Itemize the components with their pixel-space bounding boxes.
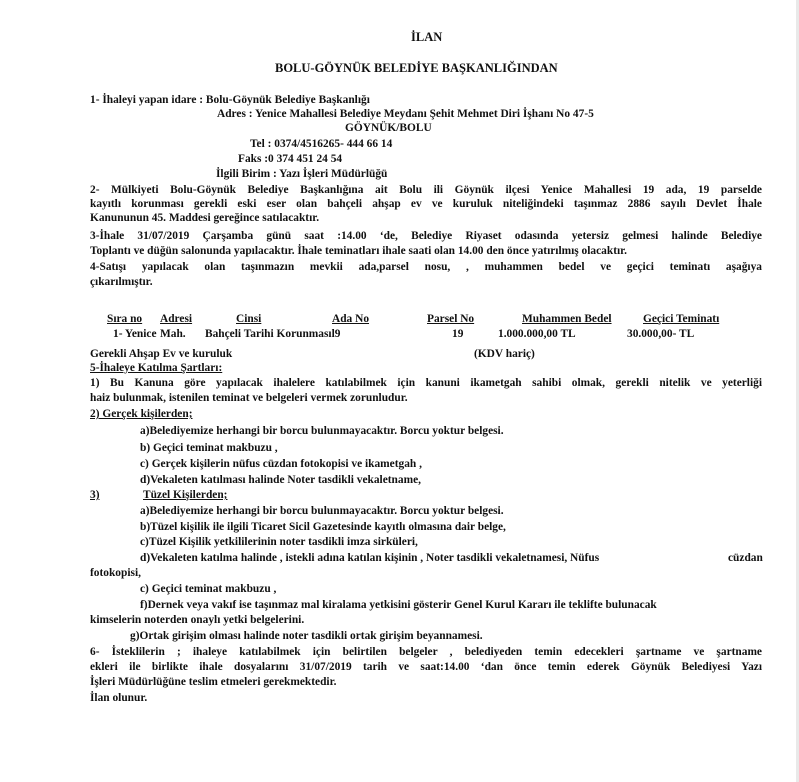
section4-line2: çıkarılmıştır. <box>90 276 153 288</box>
section4-line1: 4-Satışı yapılacak olan taşınmazın mevkii ada,parsel nosu, , muhammen bedel ve geçici teminatı aşağıya <box>90 261 762 273</box>
col-header-adres: Adresi <box>160 313 193 325</box>
section5-p1-line2: haiz bulunmak, istenilen teminat ve belgeleri vermek zorunludur. <box>90 392 408 404</box>
phone-line: Tel : 0374/4516265- 444 66 14 <box>250 138 393 150</box>
col-header-bedel: Muhammen Bedel <box>522 313 612 325</box>
row-sira: 1- Yenice <box>113 328 157 340</box>
closing-line: İlan olunur. <box>90 692 148 704</box>
section3-line2: Toplantı ve düğün salonunda yapılacaktır. İhale teminatları ihale saati olan 14.00 den önce yatırılmış olacaktır. <box>90 245 628 257</box>
tendering-authority: 1- İhaleyi yapan idare : Bolu-Göynük Belediye Başkanlığı <box>90 94 370 106</box>
tuzel-item-b: b)Tüzel kişilik ile ilgili Ticaret Sicil Gazetesinde kayıtlı olmasına dair belge, <box>140 521 506 533</box>
section5-heading: 5-İhaleye Katılma Şartları: <box>90 362 223 374</box>
gercek-item-b: b) Geçici teminat makbuzu , <box>140 442 278 454</box>
col-header-sira: Sıra no <box>107 313 143 325</box>
row-parsel: 19 <box>452 328 464 340</box>
col-header-teminat: Geçici Teminatı <box>643 313 720 325</box>
gercek-item-d: d)Vekaleten katılması halinde Noter tasdikli vekaletname, <box>140 474 421 486</box>
tuzel-item-f-line2: kimselerin noterden onaylı yetki belgelerini. <box>90 614 305 626</box>
department-line: İlgili Birim : Yazı İşleri Müdürlüğü <box>216 168 388 180</box>
section6-line2: ekleri ile birlikte ihale dosyalarını 31/07/2019 tarih ve saat:14.00 ‘dan önce temin ederek Göynük Belediyesi Yazı <box>90 661 762 673</box>
section6-line3: İşleri Müdürlüğüne teslim etmeleri gerekmektedir. <box>90 676 337 688</box>
col-header-parsel: Parsel No <box>427 313 475 325</box>
row-cinsi: Bahçeli Tarihi Korunmasıl9 <box>205 328 341 340</box>
row2-kdv: (KDV hariç) <box>474 348 535 360</box>
tuzel-number: 3) <box>90 489 100 501</box>
tuzel-item-g: g)Ortak girişim olması halinde noter tasdikli ortak girişim beyannamesi. <box>130 630 483 642</box>
section2-line1: 2- Mülkiyeti Bolu-Göynük Belediye Başkanlığına ait Bolu ili Göynük ilçesi Yenice Mahallesi 19 ada, 19 parselde <box>90 184 762 196</box>
tuzel-item-d-line2: fotokopisi, <box>90 567 141 579</box>
section6-line1: 6- İsteklilerin ; ihaleye katılabilmek için belirtilen belgeler , belediyeden temin edecekleri şartname ve şartname <box>90 646 762 658</box>
tuzel-item-c: c)Tüzel Kişilik yetkililerinin noter tasdikli imza sirküleri, <box>140 536 418 548</box>
address-line: Adres : Yenice Mahallesi Belediye Meydanı Şehit Mehmet Diri İşhanı No 47-5 <box>217 108 594 120</box>
section2-line3: Kanununun 45. Maddesi gereğince satılacaktır. <box>90 212 320 224</box>
tuzel-item-d-end: cüzdan <box>728 552 763 564</box>
tuzel-kisiler-heading: Tüzel Kişilerden; <box>143 489 228 501</box>
col-header-ada: Ada No <box>332 313 370 325</box>
gercek-item-c: c) Gerçek kişilerin nüfus cüzdan fotokopisi ve ikametgah , <box>140 458 422 470</box>
col-header-cinsi: Cinsi <box>236 313 262 325</box>
ilan-title: İLAN <box>411 30 443 44</box>
institution-title: BOLU-GÖYNÜK BELEDİYE BAŞKANLIĞINDAN <box>275 61 558 75</box>
row-teminat: 30.000,00- TL <box>627 328 695 340</box>
section2-line2: kayıtlı korunması gerekli eski eser olan bahçeli ahşap ev ve kuruluk niteliğindeki taşınmaz 2886 sayılı Devlet İhale <box>90 198 762 210</box>
tuzel-item-a: a)Belediyemize herhangi bir borcu bulunmayacaktır. Borcu yoktur belgesi. <box>140 505 504 517</box>
fax-line: Faks :0 374 451 24 54 <box>238 153 343 165</box>
row-bedel: 1.000.000,00 TL <box>498 328 576 340</box>
row2-cinsi: Gerekli Ahşap Ev ve kuruluk <box>90 348 233 360</box>
address-city: GÖYNÜK/BOLU <box>345 122 432 134</box>
row-adres: Mah. <box>160 328 186 340</box>
tuzel-item-d-line1: d)Vekaleten katılma halinde , istekli adına katılan kişinin , Noter tasdikli vekaletnamesi, Nüfus <box>140 552 600 564</box>
gercek-item-a: a)Belediyemize herhangi bir borcu bulunmayacaktır. Borcu yoktur belgesi. <box>140 425 504 437</box>
tuzel-item-e: c) Geçici teminat makbuzu , <box>140 583 277 595</box>
section5-p1-line1: 1) Bu Kanuna göre yapılacak ihalelere katılabilmek için kanuni ikametgah sahibi olmak, gerekli nitelik ve yeterliği <box>90 377 762 389</box>
tuzel-item-f-line1: f)Dernek veya vakıf ise taşınmaz mal kiralama yetkisini gösterir Genel Kurul Kararı ile teklifte bulunacak <box>140 599 657 611</box>
gercek-kisiler-heading: 2) Gerçek kişilerden; <box>90 408 193 420</box>
section3-line1: 3-İhale 31/07/2019 Çarşamba günü saat :14.00 ‘de, Belediye Riyaset odasında yetersiz gelmesi halinde Belediye <box>90 230 762 242</box>
